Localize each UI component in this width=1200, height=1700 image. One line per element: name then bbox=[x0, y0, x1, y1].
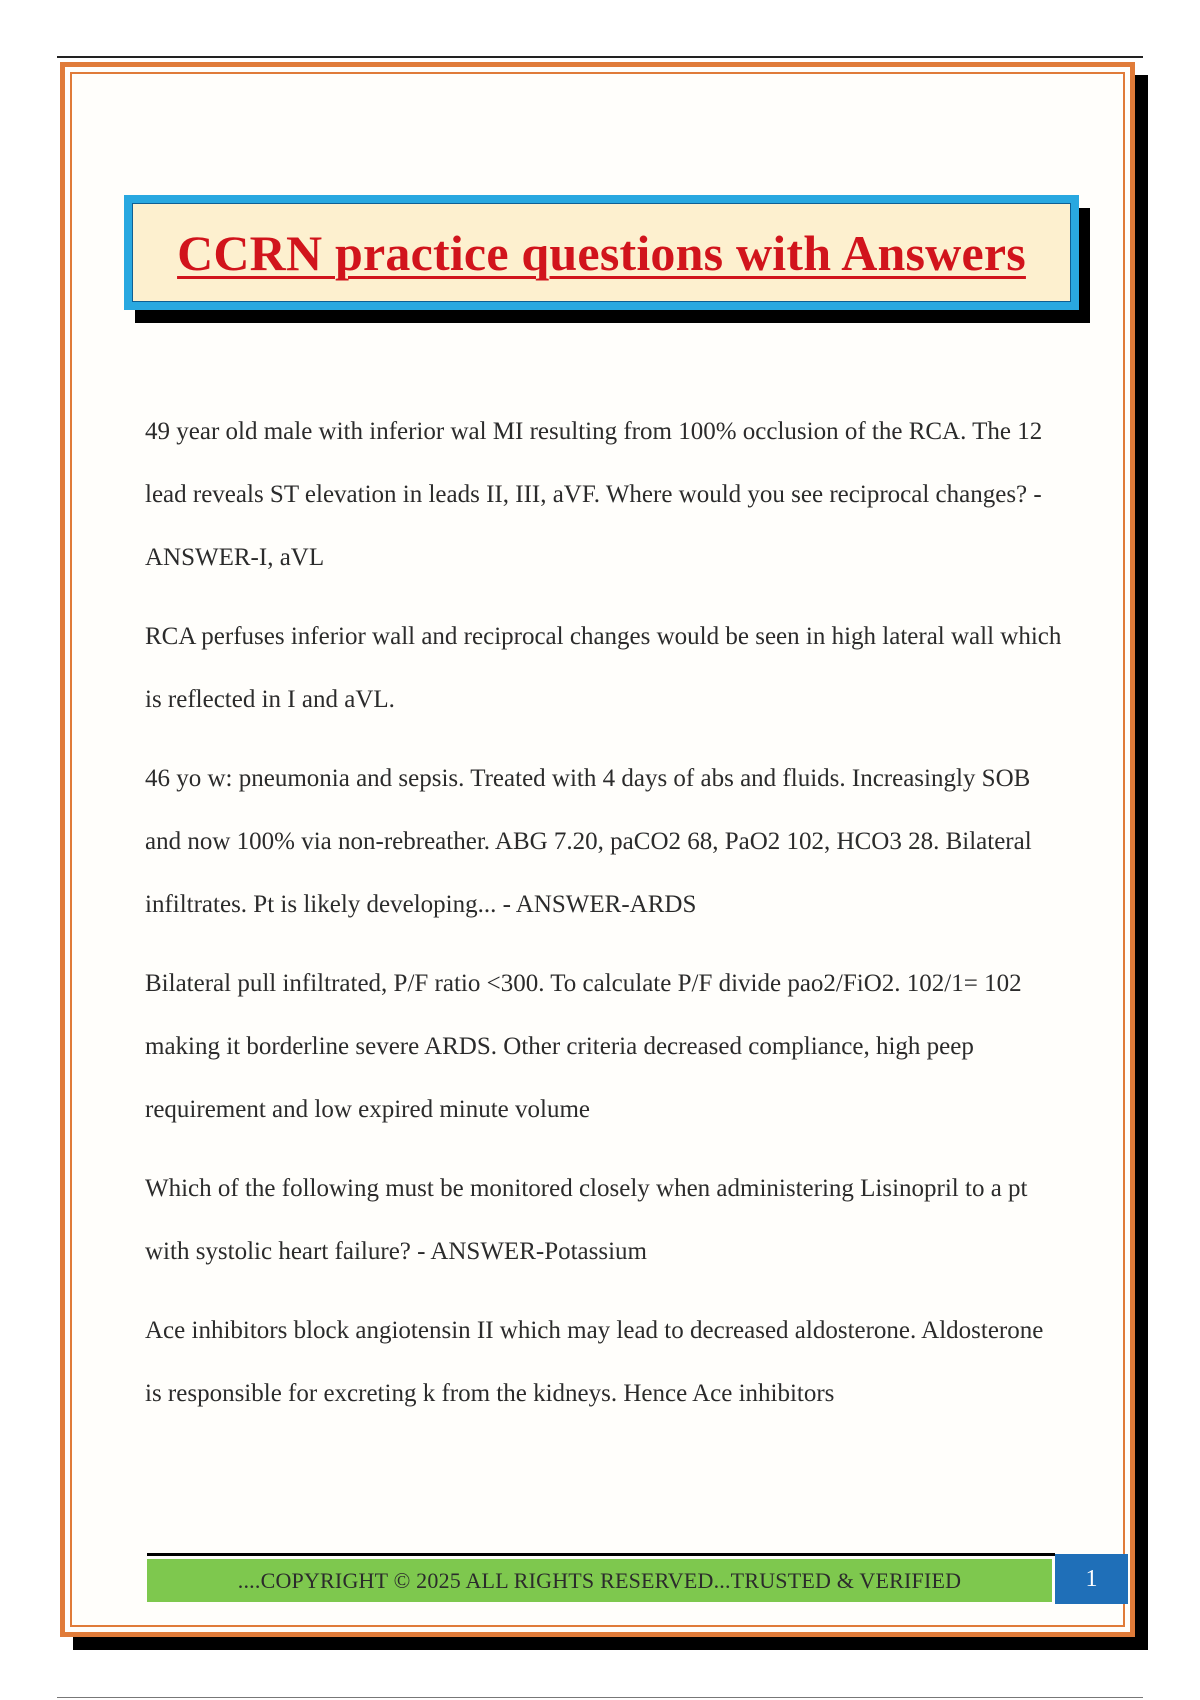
document-title: CCRN practice questions with Answers bbox=[177, 224, 1026, 281]
title-banner-inner bbox=[132, 203, 1071, 302]
paragraph: 49 year old male with inferior wal MI resulting from 100% occlusion of the RCA. The 12 lead reveals ST elevation in leads II, III, aVF. Where would you see reciprocal changes? - ANSWER-I, aVL bbox=[145, 418, 1043, 571]
title-banner bbox=[124, 195, 1079, 310]
paragraph: 46 yo w: pneumonia and sepsis. Treated with 4 days of abs and fluids. Increasingly SOB and now 100% via non-rebreather. ABG 7.20, paCO2 68, PaO2 102, HCO3 28. Bilateral infiltrates. Pt is likely developing... - ANSWER-ARDS bbox=[145, 765, 1032, 918]
paragraph: RCA perfuses inferior wall and reciprocal changes would be seen in high lateral wall which is reflected in I and aVL. bbox=[145, 623, 1062, 713]
top-rule bbox=[57, 56, 1143, 58]
paragraph: Which of the following must be monitored closely when administering Lisinopril to a pt with systolic heart failure? - ANSWER-Potassium bbox=[145, 1175, 1028, 1265]
paragraph: Ace inhibitors block angiotensin II which may lead to decreased aldosterone. Aldosterone is responsible for excreting k from the kidneys. Hence Ace inhibitors bbox=[145, 1317, 1044, 1407]
bottom-rule bbox=[57, 1697, 1143, 1698]
document-body bbox=[145, 400, 1065, 1441]
footer-bar bbox=[147, 1559, 1052, 1602]
paragraph: Bilateral pull infiltrated, P/F ratio <300. To calculate P/F divide pao2/FiO2. 102/1= 102 making it borderline severe ARDS. Other criteria decreased compliance, high peep requirement and low expired minute volume bbox=[145, 970, 1022, 1123]
page-number-badge: 1 bbox=[1055, 1554, 1128, 1604]
copyright-text: ....COPYRIGHT © 2025 ALL RIGHTS RESERVED...TRUSTED & VERIFIED bbox=[237, 1567, 962, 1593]
footer-rule bbox=[147, 1553, 1055, 1556]
